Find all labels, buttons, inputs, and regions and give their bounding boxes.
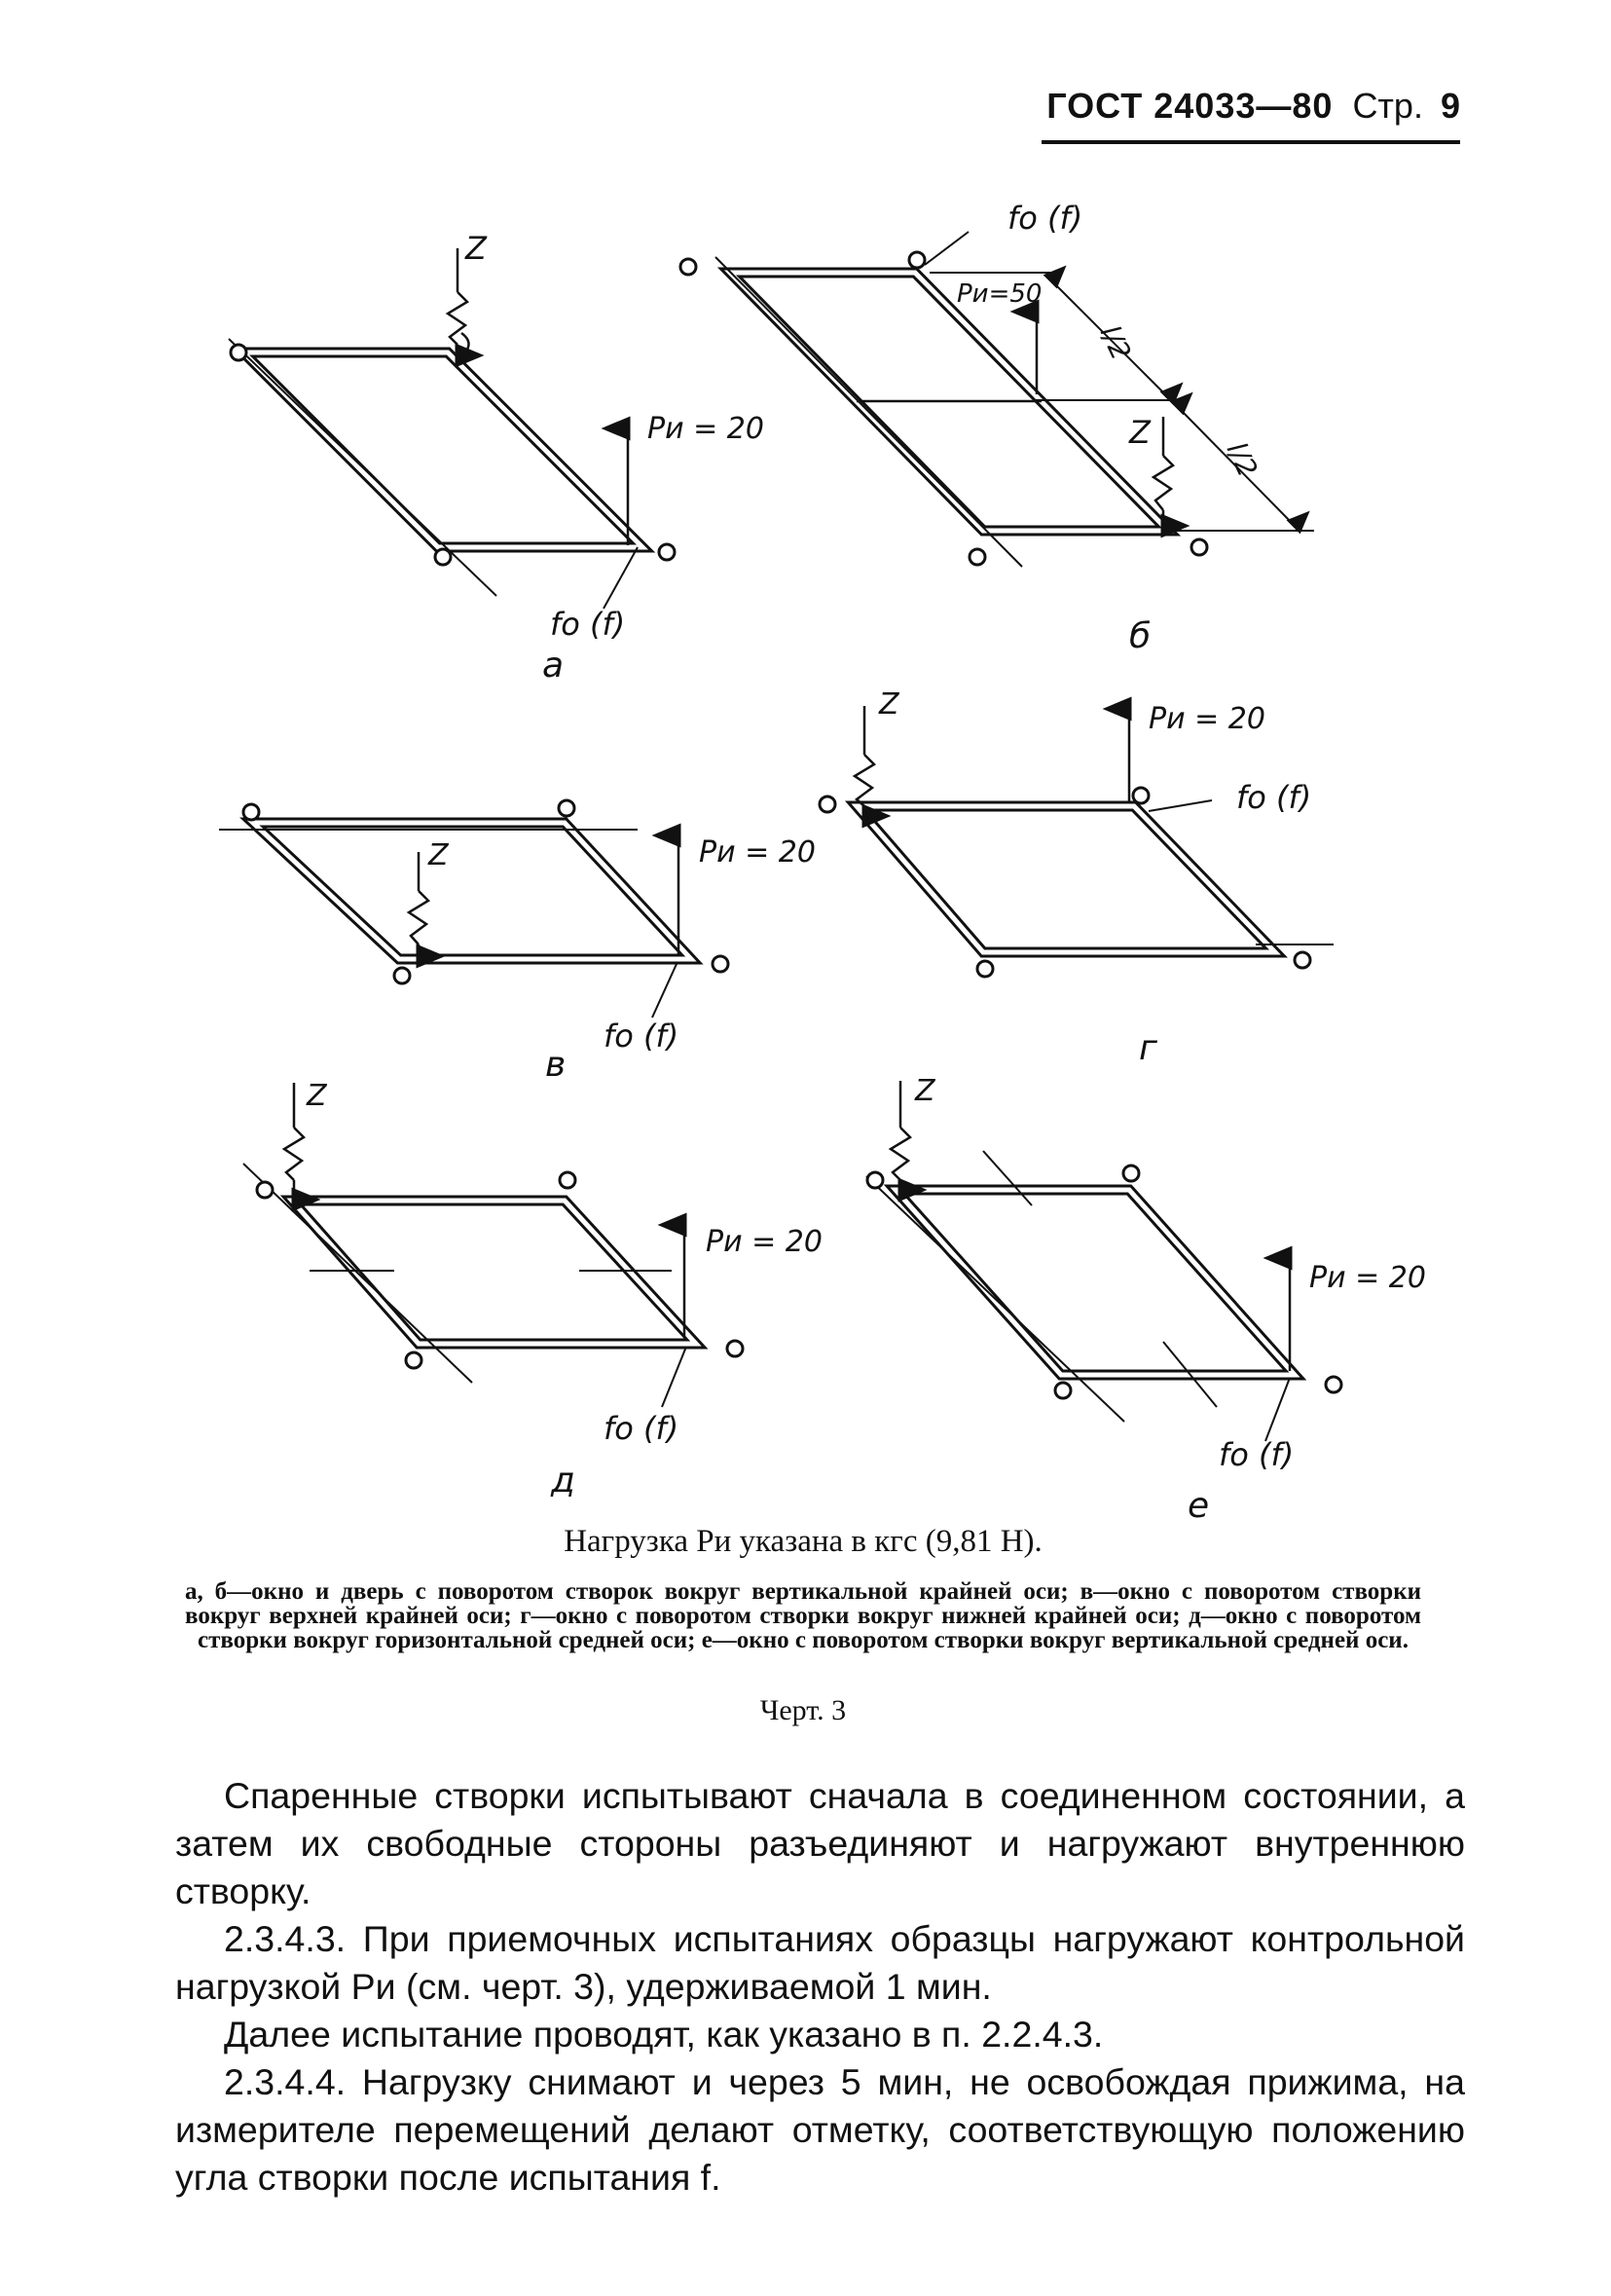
load-label: Pи = 20 (699, 835, 816, 870)
panel-label: д (551, 1461, 575, 1500)
panel-label: а (542, 646, 565, 685)
paragraph: Далее испытание проводят, как указано в п. 2.2.4.3. (224, 2014, 1104, 2055)
z-label: Z (428, 838, 449, 872)
panel-label: е (1188, 1486, 1210, 1519)
panel-label: г (1139, 1028, 1157, 1068)
load-label: Pи=50 (957, 279, 1043, 309)
z-label: Z (465, 230, 487, 267)
deflection-label: fо (f) (1007, 200, 1083, 237)
load-label: Pи = 20 (1309, 1261, 1426, 1295)
panel-label: б (1129, 616, 1152, 656)
deflection-label: fо (f) (604, 1018, 679, 1055)
diagram-panel-g (820, 706, 1334, 977)
deflection-label: fо (f) (1236, 779, 1312, 816)
diagram-panel-e (866, 1081, 1341, 1441)
body-text (175, 1772, 1465, 2202)
page-number: 9 (1440, 86, 1460, 126)
dimension-label: l/2 (1093, 320, 1138, 365)
diagram-panel-d (243, 1083, 743, 1407)
paragraph: 2.3.4.3. При приемочных испытаниях образцы нагружают контрольной нагрузкой Ри (см. черт. 3), удерживаемой 1 мин. (175, 1918, 1465, 2007)
standard-number: ГОСТ 24033—80 (1046, 86, 1334, 126)
load-label: Pи = 20 (1149, 702, 1265, 736)
diagram-panel-v (219, 800, 728, 1018)
z-label: Z (307, 1079, 327, 1113)
panel-label: в (545, 1045, 567, 1085)
paragraph: Спаренные створки испытывают сначала в соединенном состоянии, а затем их свободные стороны разъединяют и нагружают внутреннюю створку. (175, 1775, 1465, 1911)
dimension-label: l/2 (1220, 437, 1264, 482)
load-label: Pи = 20 (706, 1225, 823, 1259)
deflection-label: fо (f) (1219, 1436, 1295, 1473)
page-label: Стр. (1352, 86, 1423, 126)
z-label: Z (1129, 414, 1151, 451)
figure-legend: а, б—окно и дверь с поворотом створок вокруг вертикальной крайней оси; в—окно с поворотом створки вокруг верхней крайней оси; г—окно с поворотом створки вокруг нижней крайней оси; д—окно с поворотом створки вокруг горизонтальной средней оси; е—окно с поворотом створки вокруг вертикальной средней оси. (185, 1578, 1421, 1653)
z-label: Z (879, 687, 899, 722)
load-label: Pи = 20 (647, 412, 764, 446)
figure-caption: Нагрузка Ри указана в кгс (9,81 Н). (564, 1524, 1043, 1559)
z-label: Z (915, 1074, 935, 1108)
figure-reference: Черт. 3 (759, 1694, 847, 1726)
diagram-panel-a (229, 248, 675, 609)
deflection-label: fо (f) (550, 606, 626, 643)
deflection-label: fо (f) (604, 1410, 679, 1447)
paragraph: 2.3.4.4. Нагрузку снимают и через 5 мин, не освобождая прижима, на измерителе перемещений делают отметку, соответствующую положению угла створки после испытания f. (175, 2061, 1465, 2198)
